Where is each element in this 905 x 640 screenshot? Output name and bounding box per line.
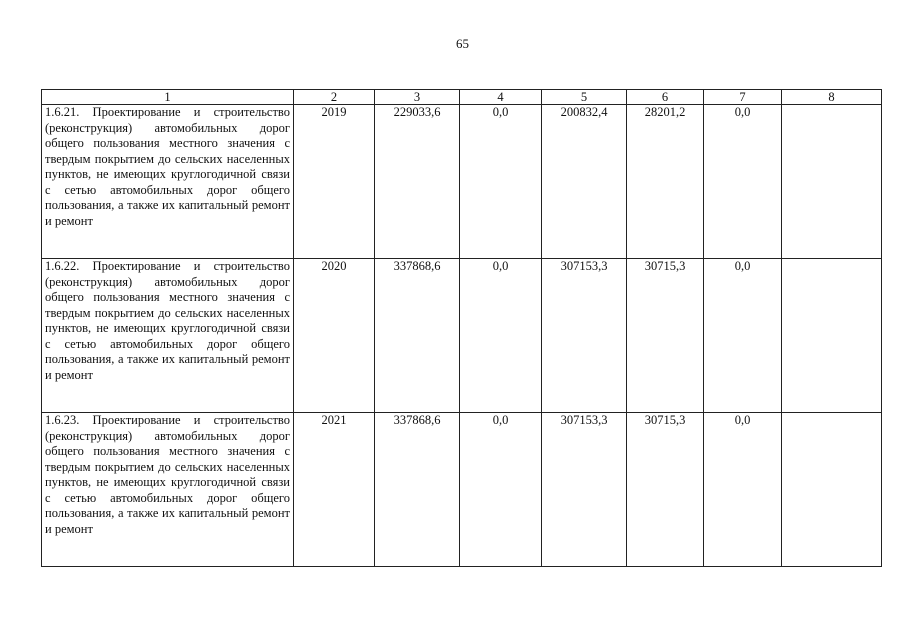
column-header-3: 3	[375, 90, 460, 105]
column-header-7: 7	[704, 90, 782, 105]
row-col8	[782, 413, 882, 567]
column-header-6: 6	[627, 90, 704, 105]
column-header-8: 8	[782, 90, 882, 105]
row-total: 337868,6	[375, 259, 460, 413]
row-col4: 0,0	[460, 259, 542, 413]
row-total: 229033,6	[375, 105, 460, 259]
table-row	[42, 413, 882, 567]
row-col6: 28201,2	[627, 105, 704, 259]
row-col5: 200832,4	[542, 105, 627, 259]
row-col6: 30715,3	[627, 413, 704, 567]
column-header-2: 2	[294, 90, 375, 105]
row-total: 337868,6	[375, 413, 460, 567]
row-col8	[782, 105, 882, 259]
header-row	[42, 90, 882, 105]
column-header-5: 5	[542, 90, 627, 105]
row-col7: 0,0	[704, 259, 782, 413]
row-year: 2021	[294, 413, 375, 567]
row-col5: 307153,3	[542, 259, 627, 413]
row-col7: 0,0	[704, 413, 782, 567]
row-col4: 0,0	[460, 413, 542, 567]
row-col5: 307153,3	[542, 413, 627, 567]
column-header-1: 1	[42, 90, 294, 105]
column-header-4: 4	[460, 90, 542, 105]
page-number: 65	[456, 36, 469, 51]
row-year: 2019	[294, 105, 375, 259]
table-row	[42, 105, 882, 259]
row-description: 1.6.23. Проектирование и строительство (реконструкция) автомобильных дорог общего пользования местного значения с твердым покрытием до сельских населенных пунктов, не имеющих круглогодичной связи с сетью автомобильных дорог общего пользования, а также их капитальный ремонт и ремонт	[42, 413, 294, 567]
row-col6: 30715,3	[627, 259, 704, 413]
row-description: 1.6.21. Проектирование и строительство (реконструкция) автомобильных дорог общего пользования местного значения с твердым покрытием до сельских населенных пунктов, не имеющих круглогодичной связи с сетью автомобильных дорог общего пользования, а также их капитальный ремонт и ремонт	[42, 105, 294, 259]
row-year: 2020	[294, 259, 375, 413]
budget-table	[41, 89, 882, 567]
row-description: 1.6.22. Проектирование и строительство (реконструкция) автомобильных дорог общего пользования местного значения с твердым покрытием до сельских населенных пунктов, не имеющих круглогодичной связи с сетью автомобильных дорог общего пользования, а также их капитальный ремонт и ремонт	[42, 259, 294, 413]
row-col8	[782, 259, 882, 413]
row-col7: 0,0	[704, 105, 782, 259]
row-col4: 0,0	[460, 105, 542, 259]
table-row	[42, 259, 882, 413]
